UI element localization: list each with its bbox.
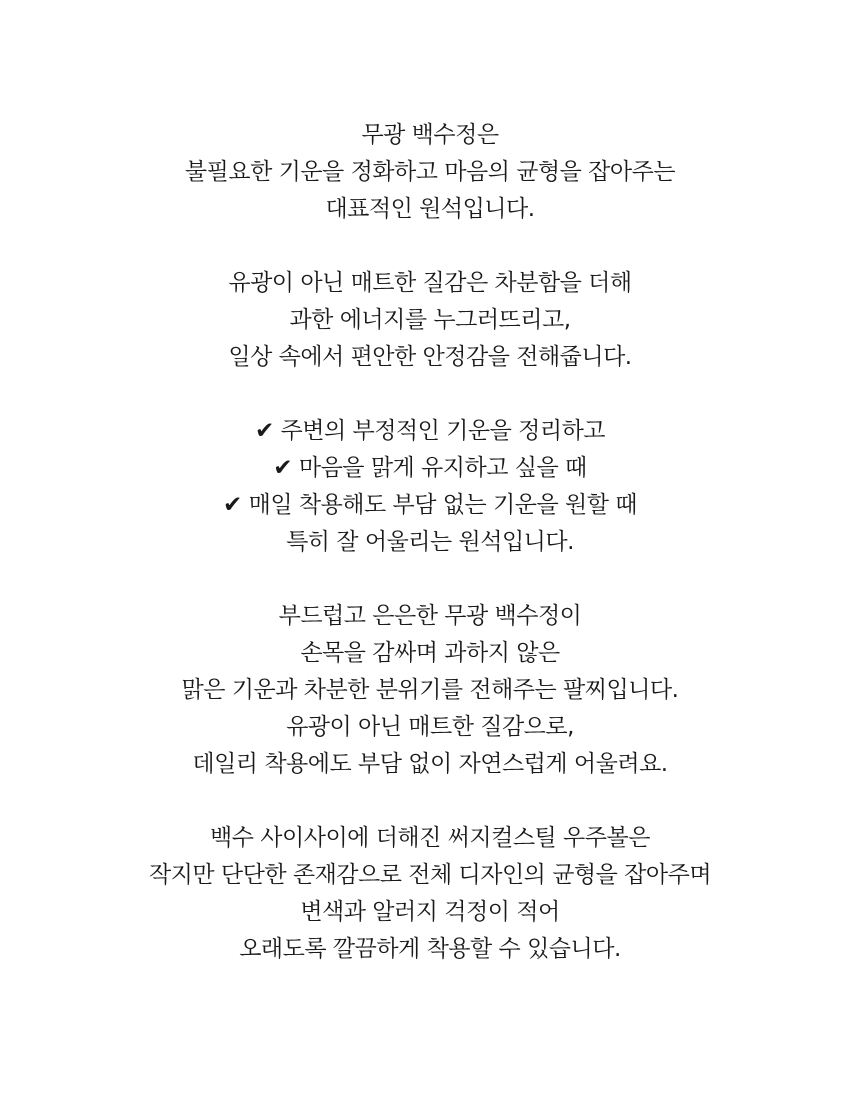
text-line: 유광이 아닌 매트한 질감은 차분함을 더해 — [228, 270, 632, 296]
text-line: 작지만 단단한 존재감으로 전체 디자인의 균형을 잡아주며 — [148, 862, 712, 888]
text-line: 일상 속에서 편안한 안정감을 전해줍니다. — [228, 344, 632, 370]
text-line: 오래도록 깔끔하게 착용할 수 있습니다. — [239, 936, 621, 962]
text-line: 백수 사이사이에 더해진 써지컬스틸 우주볼은 — [210, 825, 650, 851]
text-line: 데일리 착용에도 부담 없이 자연스럽게 어울려요. — [192, 751, 668, 777]
checklist-item: ✔ 주변의 부정적인 기운을 정리하고 — [254, 418, 606, 444]
product-description — [0, 117, 860, 1005]
checklist-item: ✔ 매일 착용해도 부담 없는 기운을 원할 때 — [223, 492, 637, 518]
text-line: 과한 에너지를 누그러뜨리고, — [289, 307, 571, 333]
text-line: 변색과 알러지 걱정이 적어 — [300, 899, 560, 925]
text-line: 불필요한 기운을 정화하고 마음의 균형을 잡아주는 — [184, 159, 676, 185]
text-line: 맑은 기운과 차분한 분위기를 전해주는 팔찌입니다. — [181, 677, 679, 703]
text-line: 대표적인 원석입니다. — [325, 196, 535, 222]
paragraph-bracelet — [0, 598, 860, 783]
paragraph-checklist — [0, 413, 860, 561]
checklist-item: ✔ 마음을 맑게 유지하고 싶을 때 — [273, 455, 587, 481]
text-line: 특히 잘 어울리는 원석입니다. — [286, 529, 574, 555]
paragraph-texture — [0, 265, 860, 376]
text-line: 무광 백수정은 — [361, 122, 499, 148]
text-line: 손목을 감싸며 과하지 않은 — [300, 640, 560, 666]
paragraph-steel-ball — [0, 820, 860, 968]
paragraph-intro — [0, 117, 860, 228]
text-line: 유광이 아닌 매트한 질감으로, — [286, 714, 574, 740]
text-line: 부드럽고 은은한 무광 백수정이 — [278, 603, 582, 629]
